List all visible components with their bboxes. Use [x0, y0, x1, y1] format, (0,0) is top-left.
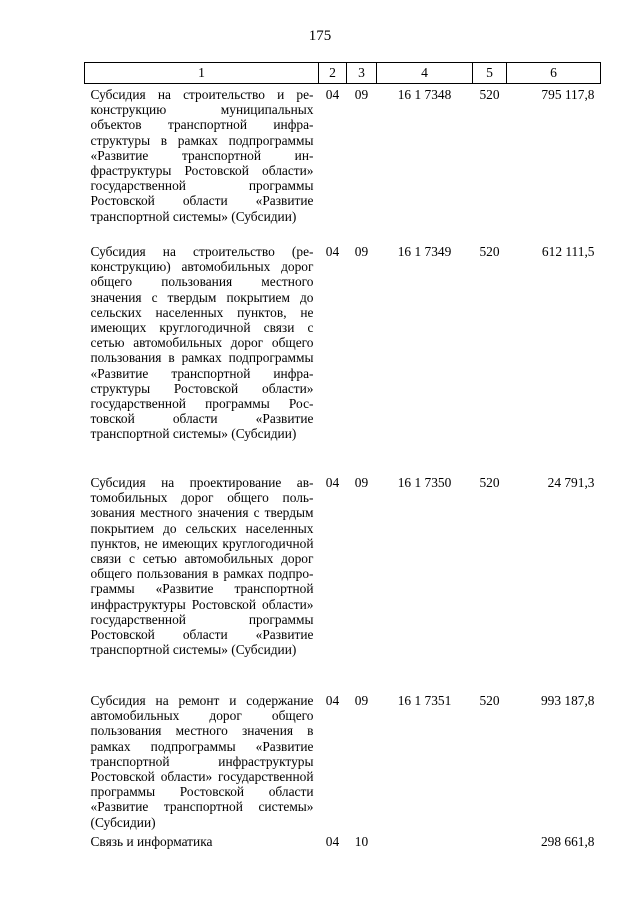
- table-row: [85, 690, 601, 831]
- row-subsection-code: 09: [354, 87, 369, 102]
- row-target-article: 16 1 7349: [397, 244, 452, 259]
- header-col-4: 4: [377, 63, 473, 84]
- row-subsection-code: 09: [354, 693, 369, 708]
- row-amount: 795 117,8: [541, 87, 595, 102]
- row-section-code: 04: [325, 244, 340, 259]
- header-col-3: 3: [347, 63, 377, 84]
- row-subsection-code: 10: [354, 834, 369, 849]
- row-target-article: [377, 831, 473, 849]
- header-col-1: 1: [85, 63, 319, 84]
- table-row: [85, 472, 601, 690]
- row-amount: 993 187,8: [540, 693, 595, 708]
- header-col-5: 5: [473, 63, 507, 84]
- row-section-code: 04: [325, 87, 340, 102]
- row-description: Субсидия на проектирование автомобильных дорог общего пользования местного значения с твердым покрытием до сельских населенных пунктов, не имеющих круглогодичной связи с сетью автомобильных дорог общего пользования в рамках подпрограммы «Развитие транспортной инфраструктуры Ростовской области» государственной программы Ростовской области «Развитие транспортной системы» (Субсидии): [90, 475, 314, 658]
- row-target-article: 16 1 7350: [397, 475, 452, 490]
- row-section-code: 04: [325, 693, 340, 708]
- row-amount: 298 661,8: [540, 834, 595, 849]
- row-description: Связь и информатика: [90, 834, 213, 849]
- row-section-code: 04: [325, 834, 340, 849]
- row-section-code: 04: [325, 475, 340, 490]
- table-row: [85, 84, 601, 242]
- header-row: [85, 63, 601, 84]
- header-col-6: 6: [507, 63, 601, 84]
- row-amount: 612 111,5: [541, 244, 595, 259]
- budget-table: [84, 62, 601, 849]
- row-target-article: 16 1 7351: [397, 693, 452, 708]
- row-description: Субсидия на строительство (реконструкцию) автомобильных дорог общего пользования местного значения с твердым покрытием до сельских населенных пунктов, не имеющих круглогодичной связи с сетью автомобильных дорог общего пользования в рамках подпрограммы «Развитие транспортной инфраструктуры Ростовской области» государственной программы Ростовской области «Развитие транспортной системы» (Субсидии): [90, 244, 314, 442]
- row-subsection-code: 09: [354, 475, 369, 490]
- table-row: [85, 831, 601, 849]
- table-row: [85, 241, 601, 472]
- row-description: Субсидия на ремонт и содержание автомобильных дорог общего пользования местного значения в рамках подпрограммы «Развитие транспортной инфраструктуры Ростовской области» государственной программы Ростовской области «Развитие транспортной системы» (Субсидии): [90, 693, 314, 830]
- row-target-article: 16 1 7348: [397, 87, 452, 102]
- row-expense-type: 520: [479, 475, 500, 490]
- page-number: 175: [308, 28, 332, 44]
- row-expense-type: 520: [479, 244, 500, 259]
- row-description: Субсидия на строительство и реконструкцию муниципальных объектов транспортной инфраструктуры в рамках подпрограммы «Развитие транспортной инфраструктуры Ростовской области» государственной программы Ростовской области «Развитие транспортной системы» (Субсидии): [90, 87, 314, 224]
- header-col-2: 2: [319, 63, 347, 84]
- row-amount: 24 791,3: [547, 475, 595, 490]
- row-subsection-code: 09: [354, 244, 369, 259]
- row-expense-type: 520: [479, 693, 500, 708]
- row-expense-type: [473, 831, 507, 849]
- row-expense-type: 520: [479, 87, 500, 102]
